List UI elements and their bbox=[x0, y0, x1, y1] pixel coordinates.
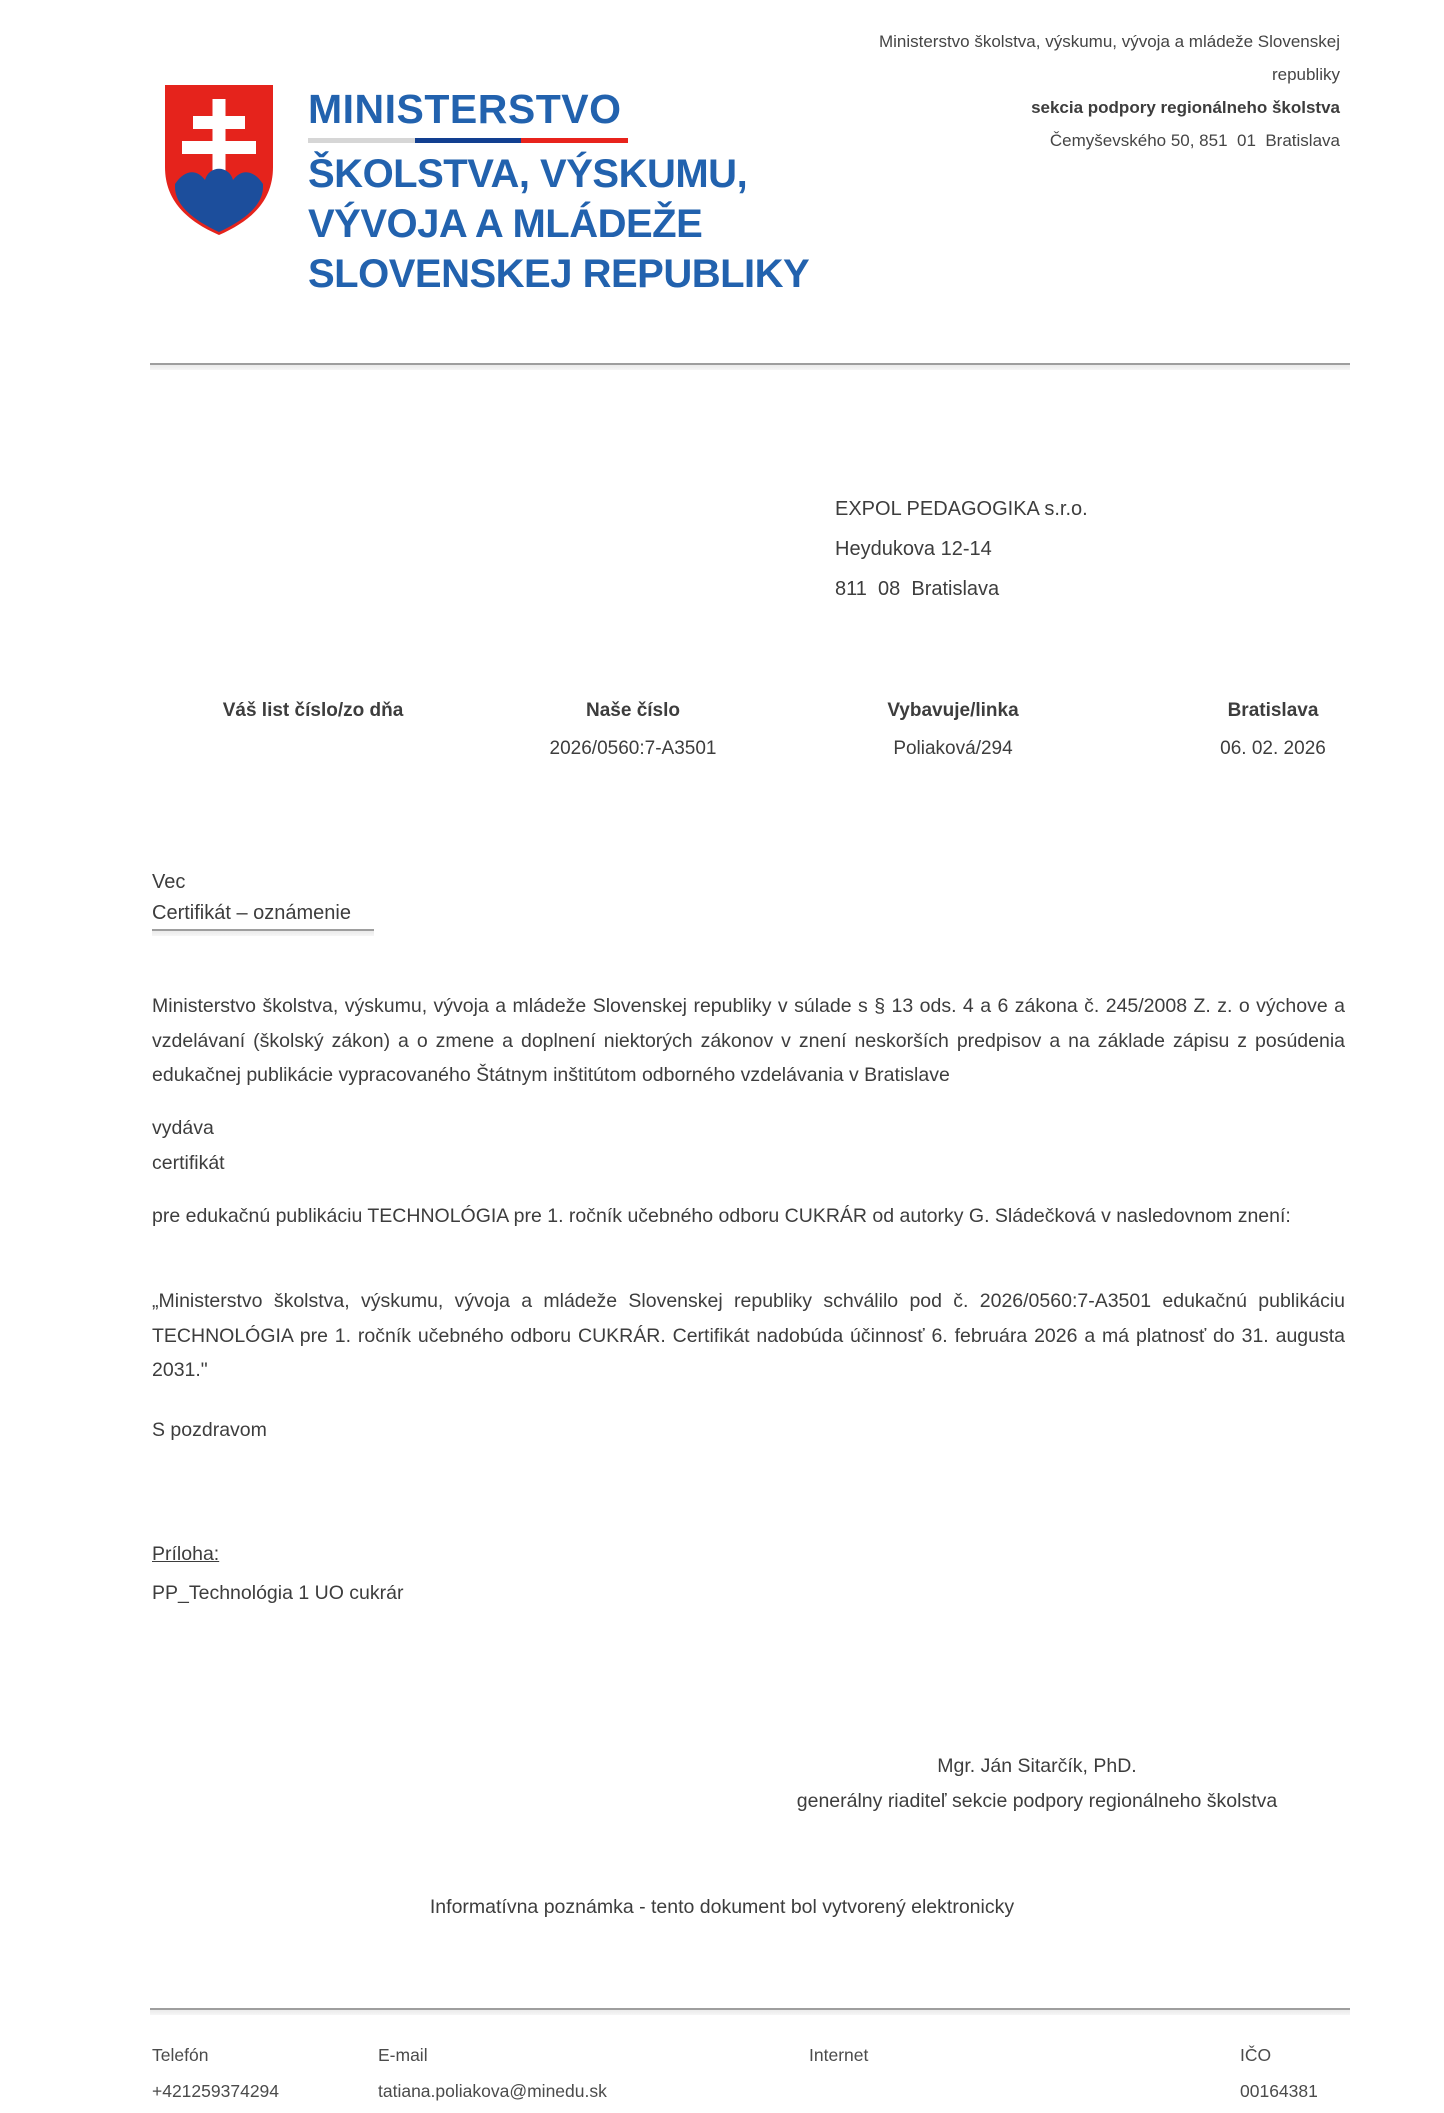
reference-label: Vybavuje/linka bbox=[887, 700, 1019, 721]
signature-title: generálny riaditeľ sekcie podpory regionálneho školstva bbox=[796, 1790, 1278, 1812]
body-issue-lines bbox=[152, 1111, 1345, 1180]
recipient-name: EXPOL PEDAGOGIKA s.r.o. bbox=[835, 498, 1088, 520]
signature-name: Mgr. Ján Sitarčík, PhD. bbox=[937, 1755, 1137, 1777]
flag-stripe-blue bbox=[415, 138, 522, 143]
body-issue-object: certifikát bbox=[152, 1151, 225, 1174]
reference-label: Naše číslo bbox=[586, 700, 680, 721]
sender-address-block bbox=[620, 25, 1340, 157]
ministry-logo-subtitle bbox=[308, 149, 809, 299]
body-paragraph-certificate-quote: „Ministerstvo školstva, výskumu, vývoja a mládeže Slovenskej republiky schválilo pod č. 2026/0560:7-A3501 edukačnú publikáciu TECHNOLÓGIA pre 1. ročník učebného odboru CUKRÁR. Certifikát nadobúda účinnosť 6. februára 2026 a má platnosť do 31. augusta 2031." bbox=[152, 1290, 1345, 1381]
recipient-address-block bbox=[835, 489, 1088, 609]
footer-label-internet: Internet bbox=[809, 2045, 869, 2065]
footer-value-email: tatiana.poliakova@minedu.sk bbox=[378, 2081, 607, 2101]
flag-stripe-red bbox=[521, 138, 628, 143]
subject-underline bbox=[152, 929, 374, 936]
body-paragraph-publication: pre edukačnú publikáciu TECHNOLÓGIA pre 1. ročník učebného odboru CUKRÁR od autorky G. Sládečková v nasledovnom znení: bbox=[152, 1205, 1291, 1227]
footer-value-phone: +421259374294 bbox=[152, 2081, 280, 2101]
footer-label-phone: Telefón bbox=[152, 2045, 209, 2065]
flag-stripe-white bbox=[308, 138, 415, 143]
sender-line-1: Ministerstvo školstva, výskumu, vývoja a mládeže Slovenskej bbox=[878, 32, 1340, 51]
footer-divider bbox=[150, 2008, 1350, 2015]
ministry-logo-subtitle-1: ŠKOLSTVA, VÝSKUMU, bbox=[308, 152, 748, 196]
footer-label-ico: IČO bbox=[1240, 2045, 1272, 2065]
reference-label: Bratislava bbox=[1227, 700, 1319, 721]
ministry-logo-subtitle-2: VÝVOJA A MLÁDEŽE bbox=[308, 202, 703, 246]
ministry-logo-title: MINISTERSTVO bbox=[308, 86, 622, 132]
ministry-logo-subtitle-3: SLOVENSKEJ REPUBLIKY bbox=[308, 252, 810, 296]
reference-value: Poliaková/294 bbox=[893, 738, 1013, 759]
subject-label: Vec bbox=[152, 871, 186, 893]
slovak-coat-of-arms-icon bbox=[165, 84, 273, 236]
body-paragraph-legal-basis: Ministerstvo školstva, výskumu, vývoja a mládeže Slovenskej republiky v súlade s § 13 ods. 4 a 6 zákona č. 245/2008 Z. z. o výchove a vzdelávaní (školský zákon) a o zmene a doplnení niektorých zákonov v znení neskorších predpisov a na základe zápisu z posúdenia edukačnej publikácie vypracovaného Štátnym inštitútom odborného vzdelávania v Bratislave bbox=[152, 995, 1345, 1086]
reference-value: 06. 02. 2026 bbox=[1220, 738, 1326, 759]
attachment-label: Príloha: bbox=[152, 1543, 220, 1565]
reference-col-our-number bbox=[473, 700, 793, 760]
footer-value-ico: 00164381 bbox=[1240, 2081, 1318, 2101]
closing-salutation: S pozdravom bbox=[152, 1419, 267, 1441]
header-divider bbox=[150, 363, 1350, 370]
reference-label: Váš list číslo/zo dňa bbox=[222, 700, 404, 721]
sender-section: sekcia podpory regionálneho školstva bbox=[1031, 98, 1340, 117]
subject-title: Certifikát – oznámenie bbox=[152, 902, 351, 924]
attachment-block bbox=[152, 1537, 1345, 1610]
reference-value: 2026/0560:7-A3501 bbox=[549, 738, 717, 759]
recipient-street: Heydukova 12-14 bbox=[835, 538, 992, 560]
recipient-city: 811 08 Bratislava bbox=[835, 578, 1000, 600]
footer-label-email: E-mail bbox=[378, 2045, 428, 2065]
signature-block bbox=[730, 1749, 1344, 1819]
sender-street-address: Čemyševského 50, 851 01 Bratislava bbox=[1049, 131, 1340, 150]
flag-stripe-divider bbox=[308, 138, 628, 143]
subject-block bbox=[152, 867, 351, 929]
sender-line-2: republiky bbox=[1271, 65, 1340, 84]
attachment-item: PP_Technológia 1 UO cukrár bbox=[152, 1581, 404, 1604]
reference-col-place-date bbox=[1113, 700, 1433, 760]
reference-row bbox=[153, 700, 1433, 760]
reference-col-your-letter bbox=[153, 700, 473, 760]
reference-value bbox=[153, 738, 473, 760]
reference-col-handled-by bbox=[793, 700, 1113, 760]
body-issue-verb: vydáva bbox=[152, 1117, 214, 1139]
electronic-document-note: Informatívna poznámka - tento dokument bol vytvorený elektronicky bbox=[429, 1896, 1015, 1918]
